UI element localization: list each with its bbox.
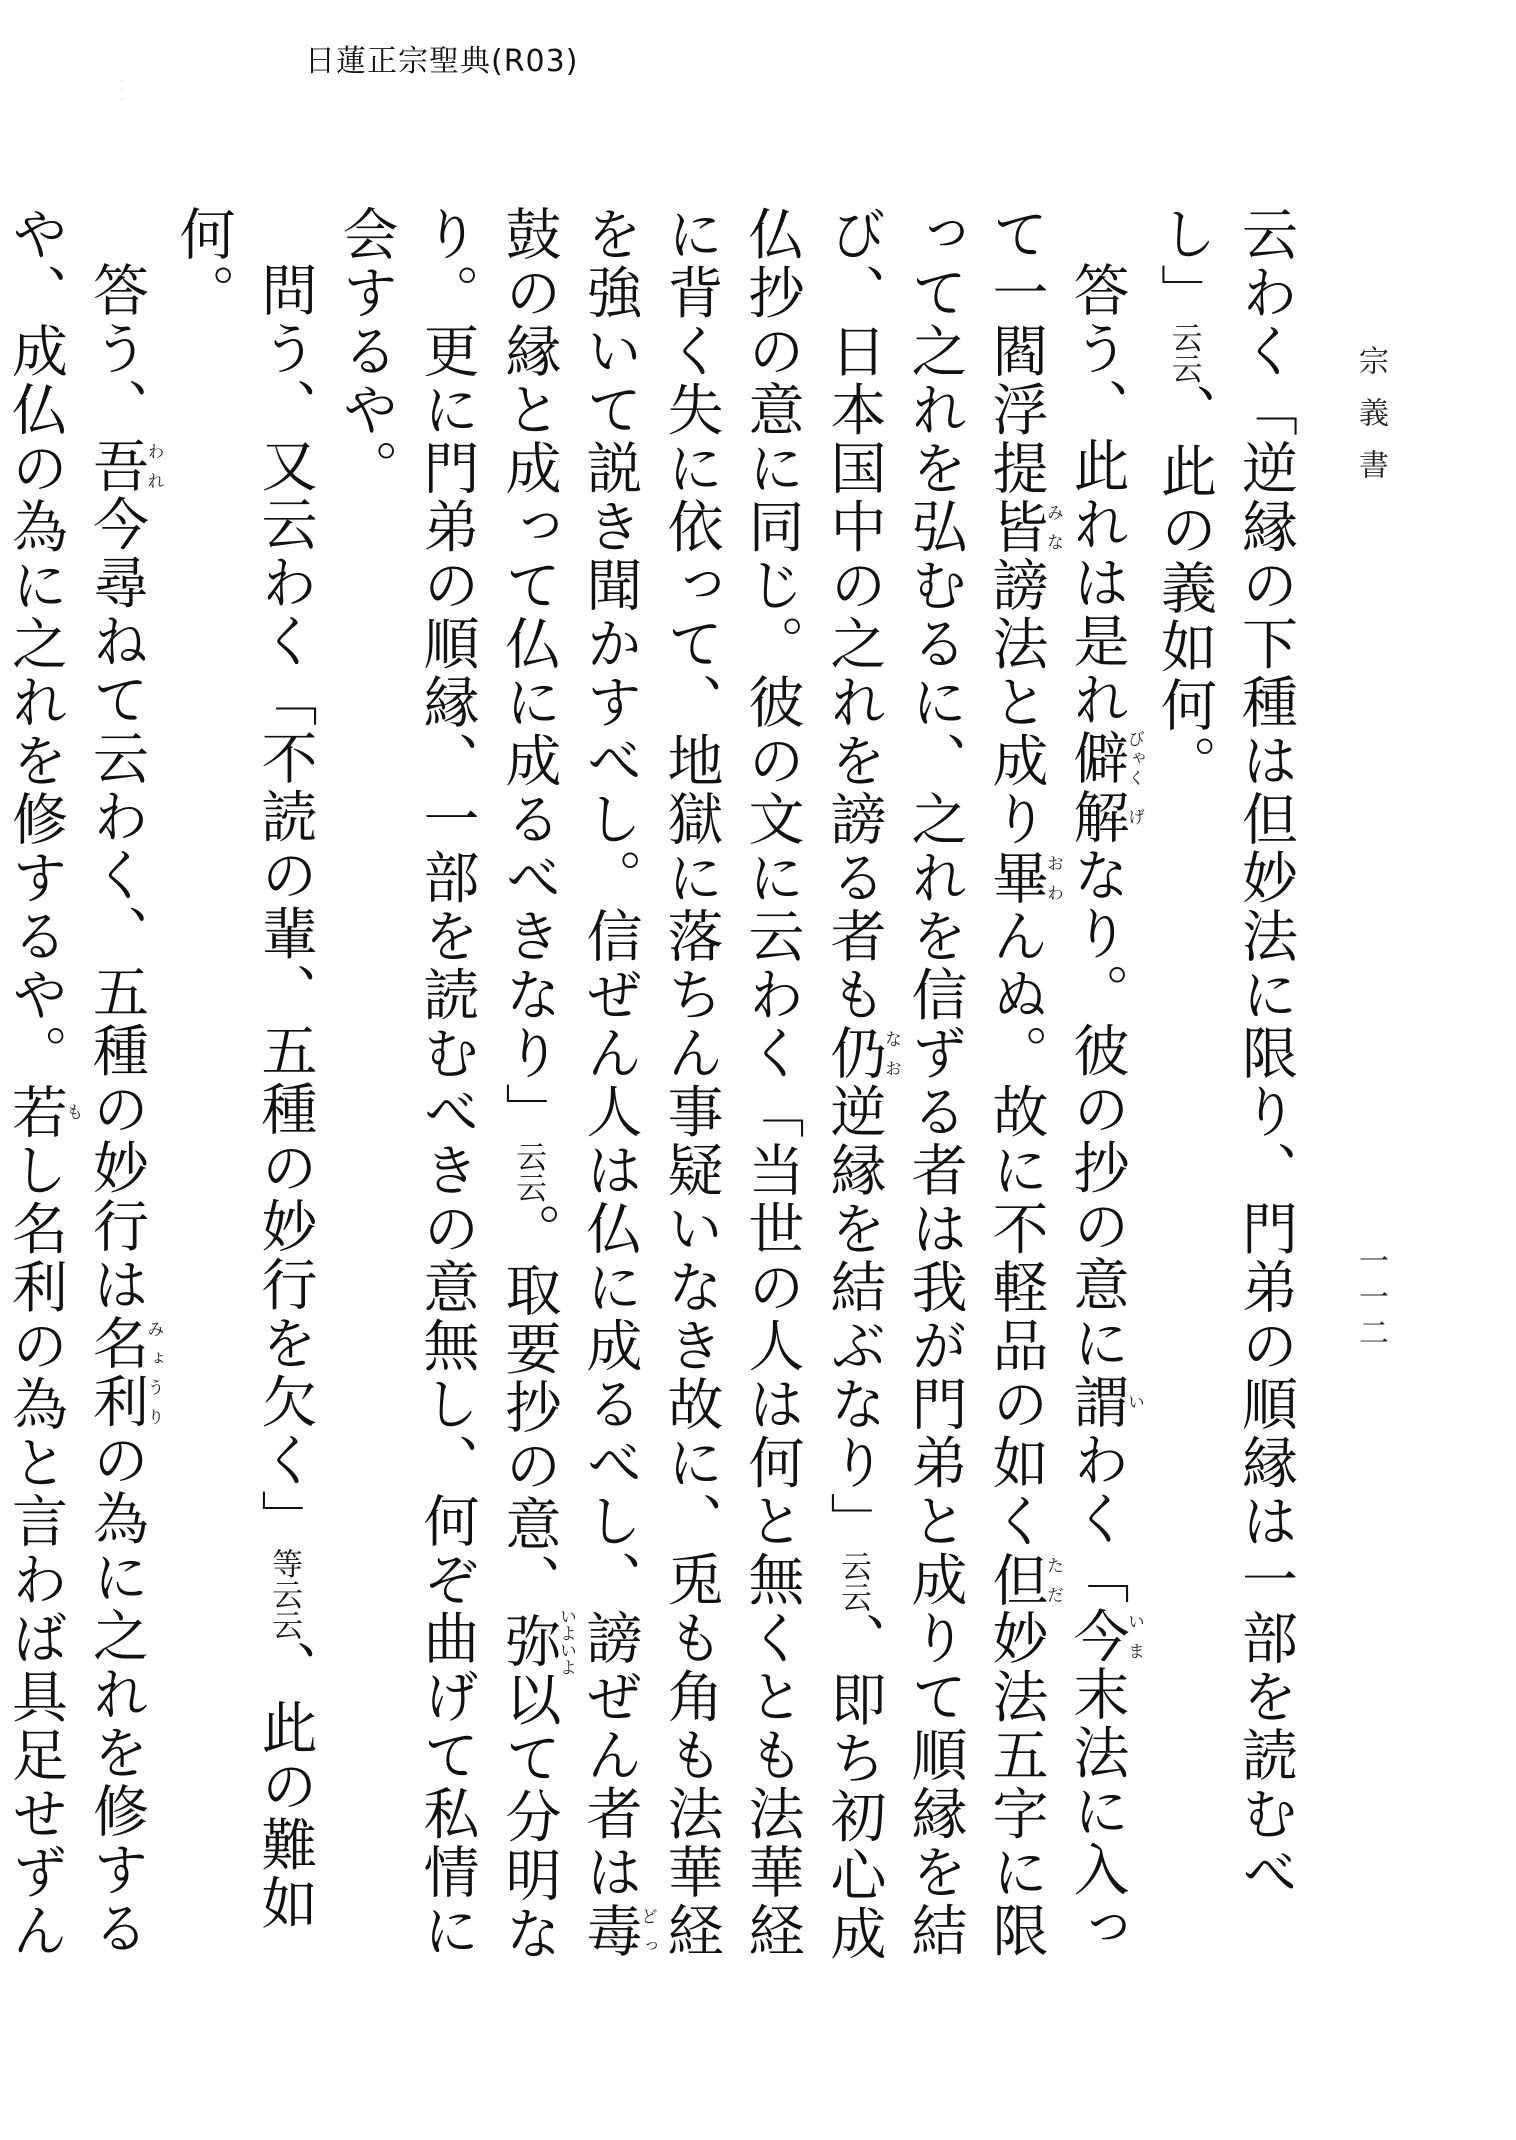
text-run: 謗法と成り bbox=[983, 556, 1049, 849]
ruby-reading: びゃく bbox=[1124, 729, 1144, 788]
text-run: わく「 bbox=[1064, 1431, 1130, 1607]
text-run: 妙法五字に限って之れを弘むるに、之れを信ずる者は我が門弟と成りて順縁を結び、日本国中の之れを謗る者も bbox=[821, 205, 1049, 1960]
ruby-base: 皆 bbox=[983, 497, 1049, 556]
body-text bbox=[3, 205, 1306, 1985]
unun-mark: 云云 bbox=[835, 1550, 872, 1613]
ruby-reading: われ bbox=[143, 436, 164, 495]
page-number: 一一二 bbox=[1353, 1245, 1388, 1353]
text-run: んぬ。故に不軽品の如く bbox=[983, 907, 1049, 1551]
text-run: 以て分明なり。更に門弟の順縁、一部を読むべきの意無し、何ぞ曲げて私情に会するや。 bbox=[333, 205, 562, 1964]
ruby-reading: どっ bbox=[637, 1901, 657, 1960]
text-run: 、即ち初心成仏抄の意に同じ。彼の文に云わく「当世の人は何と無くとも法華経に背く失に依って、地獄に落ちん事疑いなき故に、兎も角も法華経を強いて説き聞かすべし。信ぜん人は仏に成るべし、謗ぜん者は bbox=[577, 205, 887, 1964]
unun-mark: 等云云 bbox=[266, 1548, 303, 1641]
ruby-base: 吾 bbox=[84, 436, 149, 495]
text-run: 問う、又云わく「不読の輩、五種の妙行を欠く」 bbox=[252, 261, 318, 1548]
text-run: 答う、 bbox=[84, 261, 149, 437]
text-run: 逆縁を結ぶなり」 bbox=[821, 1082, 887, 1551]
ruby-base: 名利 bbox=[84, 1314, 149, 1431]
ruby-reading: い bbox=[1124, 1372, 1144, 1431]
paragraph-3 bbox=[163, 205, 326, 1985]
ruby-base: 仍 bbox=[821, 1024, 887, 1083]
paragraph-1 bbox=[1143, 205, 1306, 1985]
text-run: 答う、此れは是れ bbox=[1064, 261, 1130, 729]
ruby-word bbox=[577, 1901, 657, 1961]
text-run: 今尋ねて云わく、五種の妙行は bbox=[84, 495, 149, 1314]
ruby-word bbox=[3, 1082, 83, 1142]
ruby-word bbox=[983, 497, 1063, 557]
text-run: なり。彼の抄の意に bbox=[1064, 846, 1130, 1373]
ruby-base: 畢 bbox=[983, 848, 1049, 907]
ruby-word bbox=[1064, 1372, 1144, 1432]
ruby-word bbox=[1064, 729, 1144, 788]
source-title: 日蓮正宗聖典(R03) bbox=[305, 44, 579, 79]
text-run: 、此の難如何。 bbox=[170, 205, 318, 1933]
ruby-word bbox=[1064, 787, 1144, 847]
text-run: 鼓の縁と成って仏に成るべきなり」 bbox=[496, 205, 562, 1141]
ruby-base: 弥 bbox=[496, 1607, 562, 1676]
ruby-word bbox=[1064, 1606, 1144, 1666]
ruby-base: 若 bbox=[3, 1082, 68, 1141]
unun-mark: 云云 bbox=[1166, 322, 1202, 384]
ruby-word bbox=[84, 436, 164, 496]
text-run: 、此の義如何。 bbox=[1152, 383, 1217, 794]
text-run: 末法に入って一閻浮提 bbox=[983, 205, 1130, 1958]
ruby-word bbox=[821, 1024, 901, 1083]
ruby-reading: げ bbox=[1124, 787, 1144, 846]
ruby-word bbox=[983, 1550, 1063, 1610]
ruby-base: 毒 bbox=[577, 1901, 643, 1960]
ruby-reading: みな bbox=[1043, 497, 1063, 556]
text-run: し名利の為と言わば具足せずん bbox=[3, 1141, 68, 1960]
ruby-reading: も bbox=[62, 1082, 83, 1141]
ruby-base: 僻 bbox=[1064, 729, 1130, 788]
ruby-reading: ただ bbox=[1043, 1550, 1063, 1609]
ruby-word bbox=[84, 1314, 164, 1431]
text-run: の為に之れを修するや、成仏の為に之れを修するや。 bbox=[3, 205, 149, 1958]
ruby-base: 今 bbox=[1064, 1606, 1130, 1665]
ruby-base: 但 bbox=[983, 1550, 1049, 1609]
paragraph-4 bbox=[0, 205, 163, 1985]
ruby-reading: なお bbox=[881, 1024, 901, 1083]
ruby-base: 解 bbox=[1064, 787, 1130, 846]
ruby-word bbox=[983, 848, 1063, 908]
text-run: 。取要抄の意、 bbox=[496, 1202, 562, 1613]
ruby-reading: いま bbox=[1124, 1606, 1144, 1665]
text-run: 云わく「逆縁の下種は但妙法に限り、門弟の順縁は一部を読むべし」 bbox=[1152, 205, 1298, 1902]
ruby-reading: いよいよ bbox=[556, 1607, 576, 1676]
ruby-reading: みょうり bbox=[143, 1314, 164, 1431]
ruby-reading: おわ bbox=[1043, 848, 1063, 907]
running-head: 宗義書 bbox=[1353, 345, 1388, 501]
ruby-base: 謂 bbox=[1064, 1372, 1130, 1431]
unun-mark: 云云 bbox=[510, 1141, 547, 1203]
ruby-word bbox=[496, 1607, 576, 1676]
scan-speck-marks: · · · bbox=[120, 77, 123, 105]
paragraph-2 bbox=[326, 205, 1144, 1985]
